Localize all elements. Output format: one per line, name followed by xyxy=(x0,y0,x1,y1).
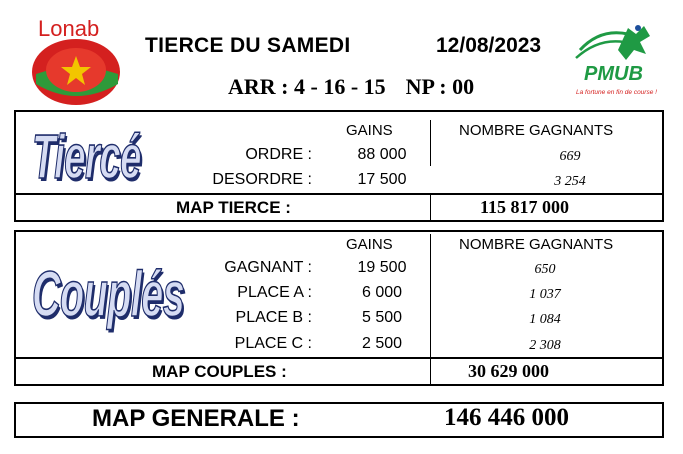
tierce-row-label: ORDRE : xyxy=(245,146,312,163)
tierce-winners-header: NOMBRE GAGNANTS xyxy=(459,122,614,139)
tierce-row-gain: 88 000 xyxy=(357,146,407,163)
general-map-value: 146 446 000 xyxy=(444,404,569,431)
pmub-tagline: La fortune en fin de course ! xyxy=(576,89,657,96)
tierce-map-value: 115 817 000 xyxy=(480,197,570,217)
tierce-gains-header: GAINS xyxy=(346,122,393,139)
couples-row-winners: 1 037 xyxy=(529,287,561,302)
lonab-logo xyxy=(28,12,126,112)
tierce-map-separator xyxy=(14,193,664,195)
couples-gains-header: GAINS xyxy=(346,236,393,253)
couples-map-value: 30 629 000 xyxy=(468,361,549,381)
couples-row-label: PLACE A : xyxy=(237,284,312,301)
tierce-row-winners: 3 254 xyxy=(554,174,586,189)
lonab-logo-text: Lonab xyxy=(38,16,100,41)
couples-row-winners: 1 084 xyxy=(529,312,561,327)
arrival-line xyxy=(228,74,474,100)
couples-script-title: Couplés xyxy=(32,258,185,330)
tierce-map-divider xyxy=(430,193,431,222)
pmub-logo-text: PMUB xyxy=(584,63,643,85)
couples-map-label: MAP COUPLES : xyxy=(152,362,287,381)
couples-row-gain: 19 500 xyxy=(357,259,407,276)
tierce-row-winners: 669 xyxy=(559,149,581,164)
couples-winners-header: NOMBRE GAGNANTS xyxy=(459,236,614,253)
couples-row-gain: 2 500 xyxy=(361,335,403,352)
tierce-row-label: DESORDRE : xyxy=(212,171,312,188)
page-title: TIERCE DU SAMEDI xyxy=(145,34,351,57)
couples-map-divider xyxy=(430,357,431,386)
couples-row-label: PLACE C : xyxy=(234,335,312,352)
general-map-label: MAP GENERALE : xyxy=(92,405,300,432)
couples-row-gain: 5 500 xyxy=(361,309,403,326)
couples-row-label: GAGNANT : xyxy=(224,259,312,276)
couples-row-winners: 650 xyxy=(534,262,556,277)
couples-row-winners: 2 308 xyxy=(529,338,561,353)
non-partants: NP : 00 xyxy=(405,74,475,99)
tierce-row-gain: 17 500 xyxy=(357,171,407,188)
couples-row-label: PLACE B : xyxy=(235,309,312,326)
pmub-logo xyxy=(570,20,662,102)
race-date: 12/08/2023 xyxy=(436,34,542,57)
arrival-result: ARR : 4 - 16 - 15 xyxy=(228,74,386,99)
tierce-map-label: MAP TIERCE : xyxy=(176,198,291,217)
couples-map-separator xyxy=(14,357,664,359)
couples-row-gain: 6 000 xyxy=(361,284,403,301)
tierce-script-title: Tiercé xyxy=(32,123,141,192)
